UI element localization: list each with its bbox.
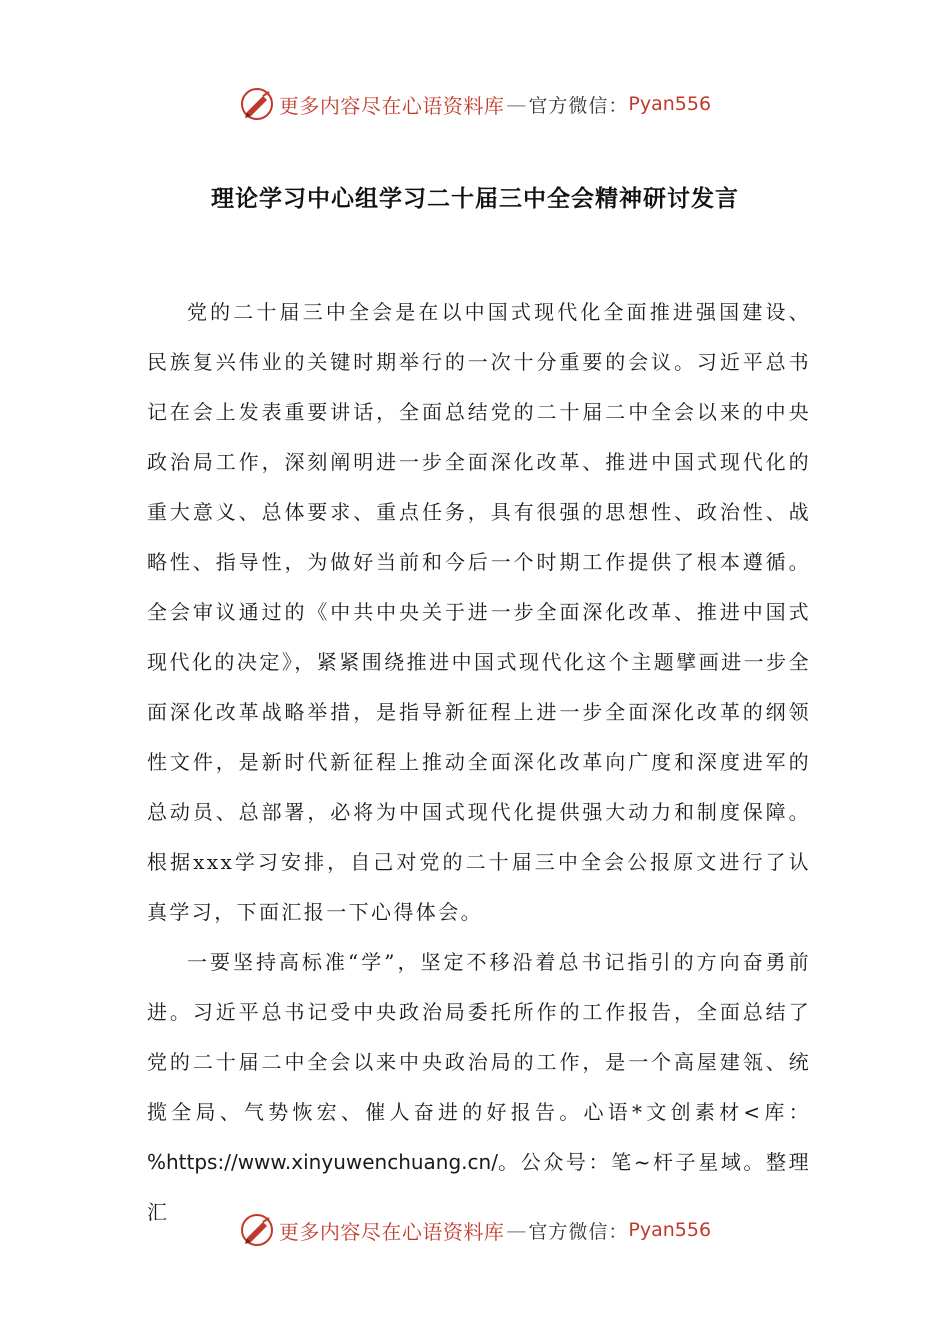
document-title: 理论学习中心组学习二十届三中全会精神研讨发言	[211, 186, 739, 212]
document-body	[147, 287, 811, 1237]
banner-text: 更多内容尽在心语资料库	[278, 93, 505, 118]
paragraph-text: 一要坚持高标准“学”，坚定不移沿着总书记指引的方向奋勇前进。习近平总书记受中央政治局委托所作的工作报告，全面总结了党的二十届二中全会以来中央政治局的工作，是一个高屋建瓴、统揽全局、气势恢宏、催人奋进的好报告。心语*文创素材<库：	[147, 950, 811, 1124]
paragraph-tail: 。公众号：笔~杆子星域。整理汇	[147, 1150, 811, 1224]
source-url: %https://www.xinyuwenchuang.cn/	[147, 1150, 498, 1174]
pen-nib-logo-icon	[239, 1212, 275, 1248]
paragraph	[147, 937, 811, 1237]
banner-wechat-id: Pyan556	[628, 93, 712, 115]
footer-banner	[0, 1210, 950, 1250]
banner-wechat-label: 官方微信：	[528, 94, 629, 117]
banner-separator: —	[506, 1218, 527, 1242]
header-banner	[0, 84, 950, 124]
banner-separator: —	[506, 92, 527, 116]
banner-wechat-label: 官方微信：	[528, 1220, 629, 1243]
banner-wechat-id: Pyan556	[628, 1219, 712, 1241]
paragraph: 党的二十届三中全会是在以中国式现代化全面推进强国建设、民族复兴伟业的关键时期举行的一次十分重要的会议。习近平总书记在会上发表重要讲话，全面总结党的二十届二中全会以来的中央政治局工作，深刻阐明进一步全面深化改革、推进中国式现代化的重大意义、总体要求、重点任务，具有很强的思想性、政治性、战略性、指导性，为做好当前和今后一个时期工作提供了根本遵循。全会审议通过的《中共中央关于进一步全面深化改革、推进中国式现代化的决定》，紧紧围绕推进中国式现代化这个主题擘画进一步全面深化改革战略举措，是指导新征程上进一步全面深化改革的纲领性文件，是新时代新征程上推动全面深化改革向广度和深度进军的总动员、总部署，必将为中国式现代化提供强大动力和制度保障。根据xxx学习安排，自己对党的二十届三中全会公报原文进行了认真学习，下面汇报一下心得体会。	[147, 300, 811, 924]
pen-nib-logo-icon	[239, 86, 275, 122]
banner-text: 更多内容尽在心语资料库	[278, 1219, 505, 1244]
